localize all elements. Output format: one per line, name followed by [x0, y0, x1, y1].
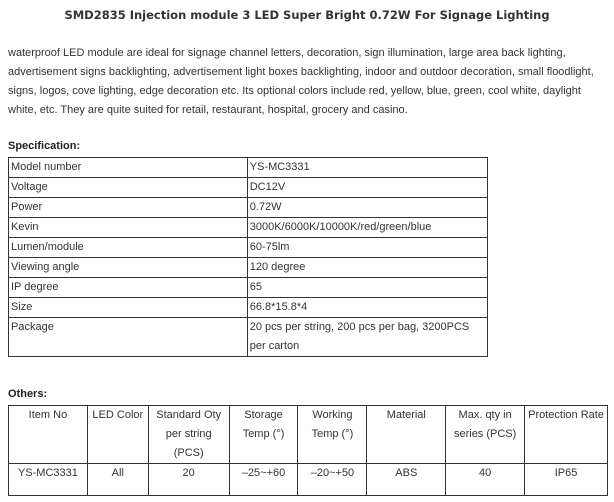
column-header-standard-qty: Standard Oty per string (PCS): [148, 406, 229, 464]
spec-value: 0.72W: [247, 198, 487, 218]
cell-storage-temp: –25~+60: [229, 464, 298, 496]
column-header-item-no: Item No: [9, 406, 88, 464]
spec-value: 66.8*15.8*4: [247, 298, 487, 318]
spec-value: YS-MC3331: [247, 158, 487, 178]
spec-key: Voltage: [9, 178, 248, 198]
spec-row-size: [9, 298, 488, 318]
cell-led-color: All: [87, 464, 148, 496]
spec-key: Model number: [9, 158, 248, 178]
others-table: [8, 405, 608, 496]
spec-value: 3000K/6000K/10000K/red/green/blue: [247, 218, 487, 238]
column-header-storage-temp: Storage Temp (°): [229, 406, 298, 464]
column-header-led-color: LED Color: [87, 406, 148, 464]
spec-row-kevin: [9, 218, 488, 238]
spec-row-ip-degree: [9, 278, 488, 298]
spec-key: Lumen/module: [9, 238, 248, 258]
cell-item-no: YS-MC3331: [9, 464, 88, 496]
cell-max-qty: 40: [446, 464, 525, 496]
cell-working-temp: –20~+50: [298, 464, 367, 496]
spec-value: 60-75lm: [247, 238, 487, 258]
column-header-working-temp: Working Temp (°): [298, 406, 367, 464]
spec-row-model: [9, 158, 488, 178]
spec-value: DC12V: [247, 178, 487, 198]
specification-heading: Specification:: [8, 140, 81, 152]
column-header-max-qty: Max. qty in series (PCS): [446, 406, 525, 464]
specification-table: [8, 157, 488, 357]
spec-row-lumen: [9, 238, 488, 258]
spec-key: Power: [9, 198, 248, 218]
spec-row-voltage: [9, 178, 488, 198]
spec-key: Viewing angle: [9, 258, 248, 278]
table-row: [9, 464, 608, 496]
page-title: SMD2835 Injection module 3 LED Super Bright 0.72W For Signage Lighting: [64, 8, 550, 22]
others-header-row: [9, 406, 608, 464]
spec-row-viewing-angle: [9, 258, 488, 278]
cell-material: ABS: [367, 464, 446, 496]
others-heading: Others:: [8, 388, 48, 400]
column-header-protection-rate: Protection Rate: [525, 406, 608, 464]
spec-key: Kevin: [9, 218, 248, 238]
spec-value: 120 degree: [247, 258, 487, 278]
spec-row-package: [9, 318, 488, 357]
intro-paragraph: waterproof LED module are ideal for signage channel letters, decoration, sign illumination, large area back lighting, advertisement signs backlighting, advertisement light boxes backlighting, indoor and outdoor decoration, small floodlight, signs, logos, cove lighting, edge decoration etc. Its optional colors include red, yellow, blue, green, cool white, daylight white, etc. They are quite suited for retail, restaurant, hospital, grocery and casino.: [8, 47, 594, 116]
spec-value: 65: [247, 278, 487, 298]
spec-key: Package: [9, 318, 248, 357]
spec-key: Size: [9, 298, 248, 318]
column-header-material: Material: [367, 406, 446, 464]
spec-row-power: [9, 198, 488, 218]
cell-protection-rate: IP65: [525, 464, 608, 496]
spec-value: 20 pcs per string, 200 pcs per bag, 3200PCS per carton: [247, 318, 487, 357]
cell-standard-qty: 20: [148, 464, 229, 496]
spec-key: IP degree: [9, 278, 248, 298]
